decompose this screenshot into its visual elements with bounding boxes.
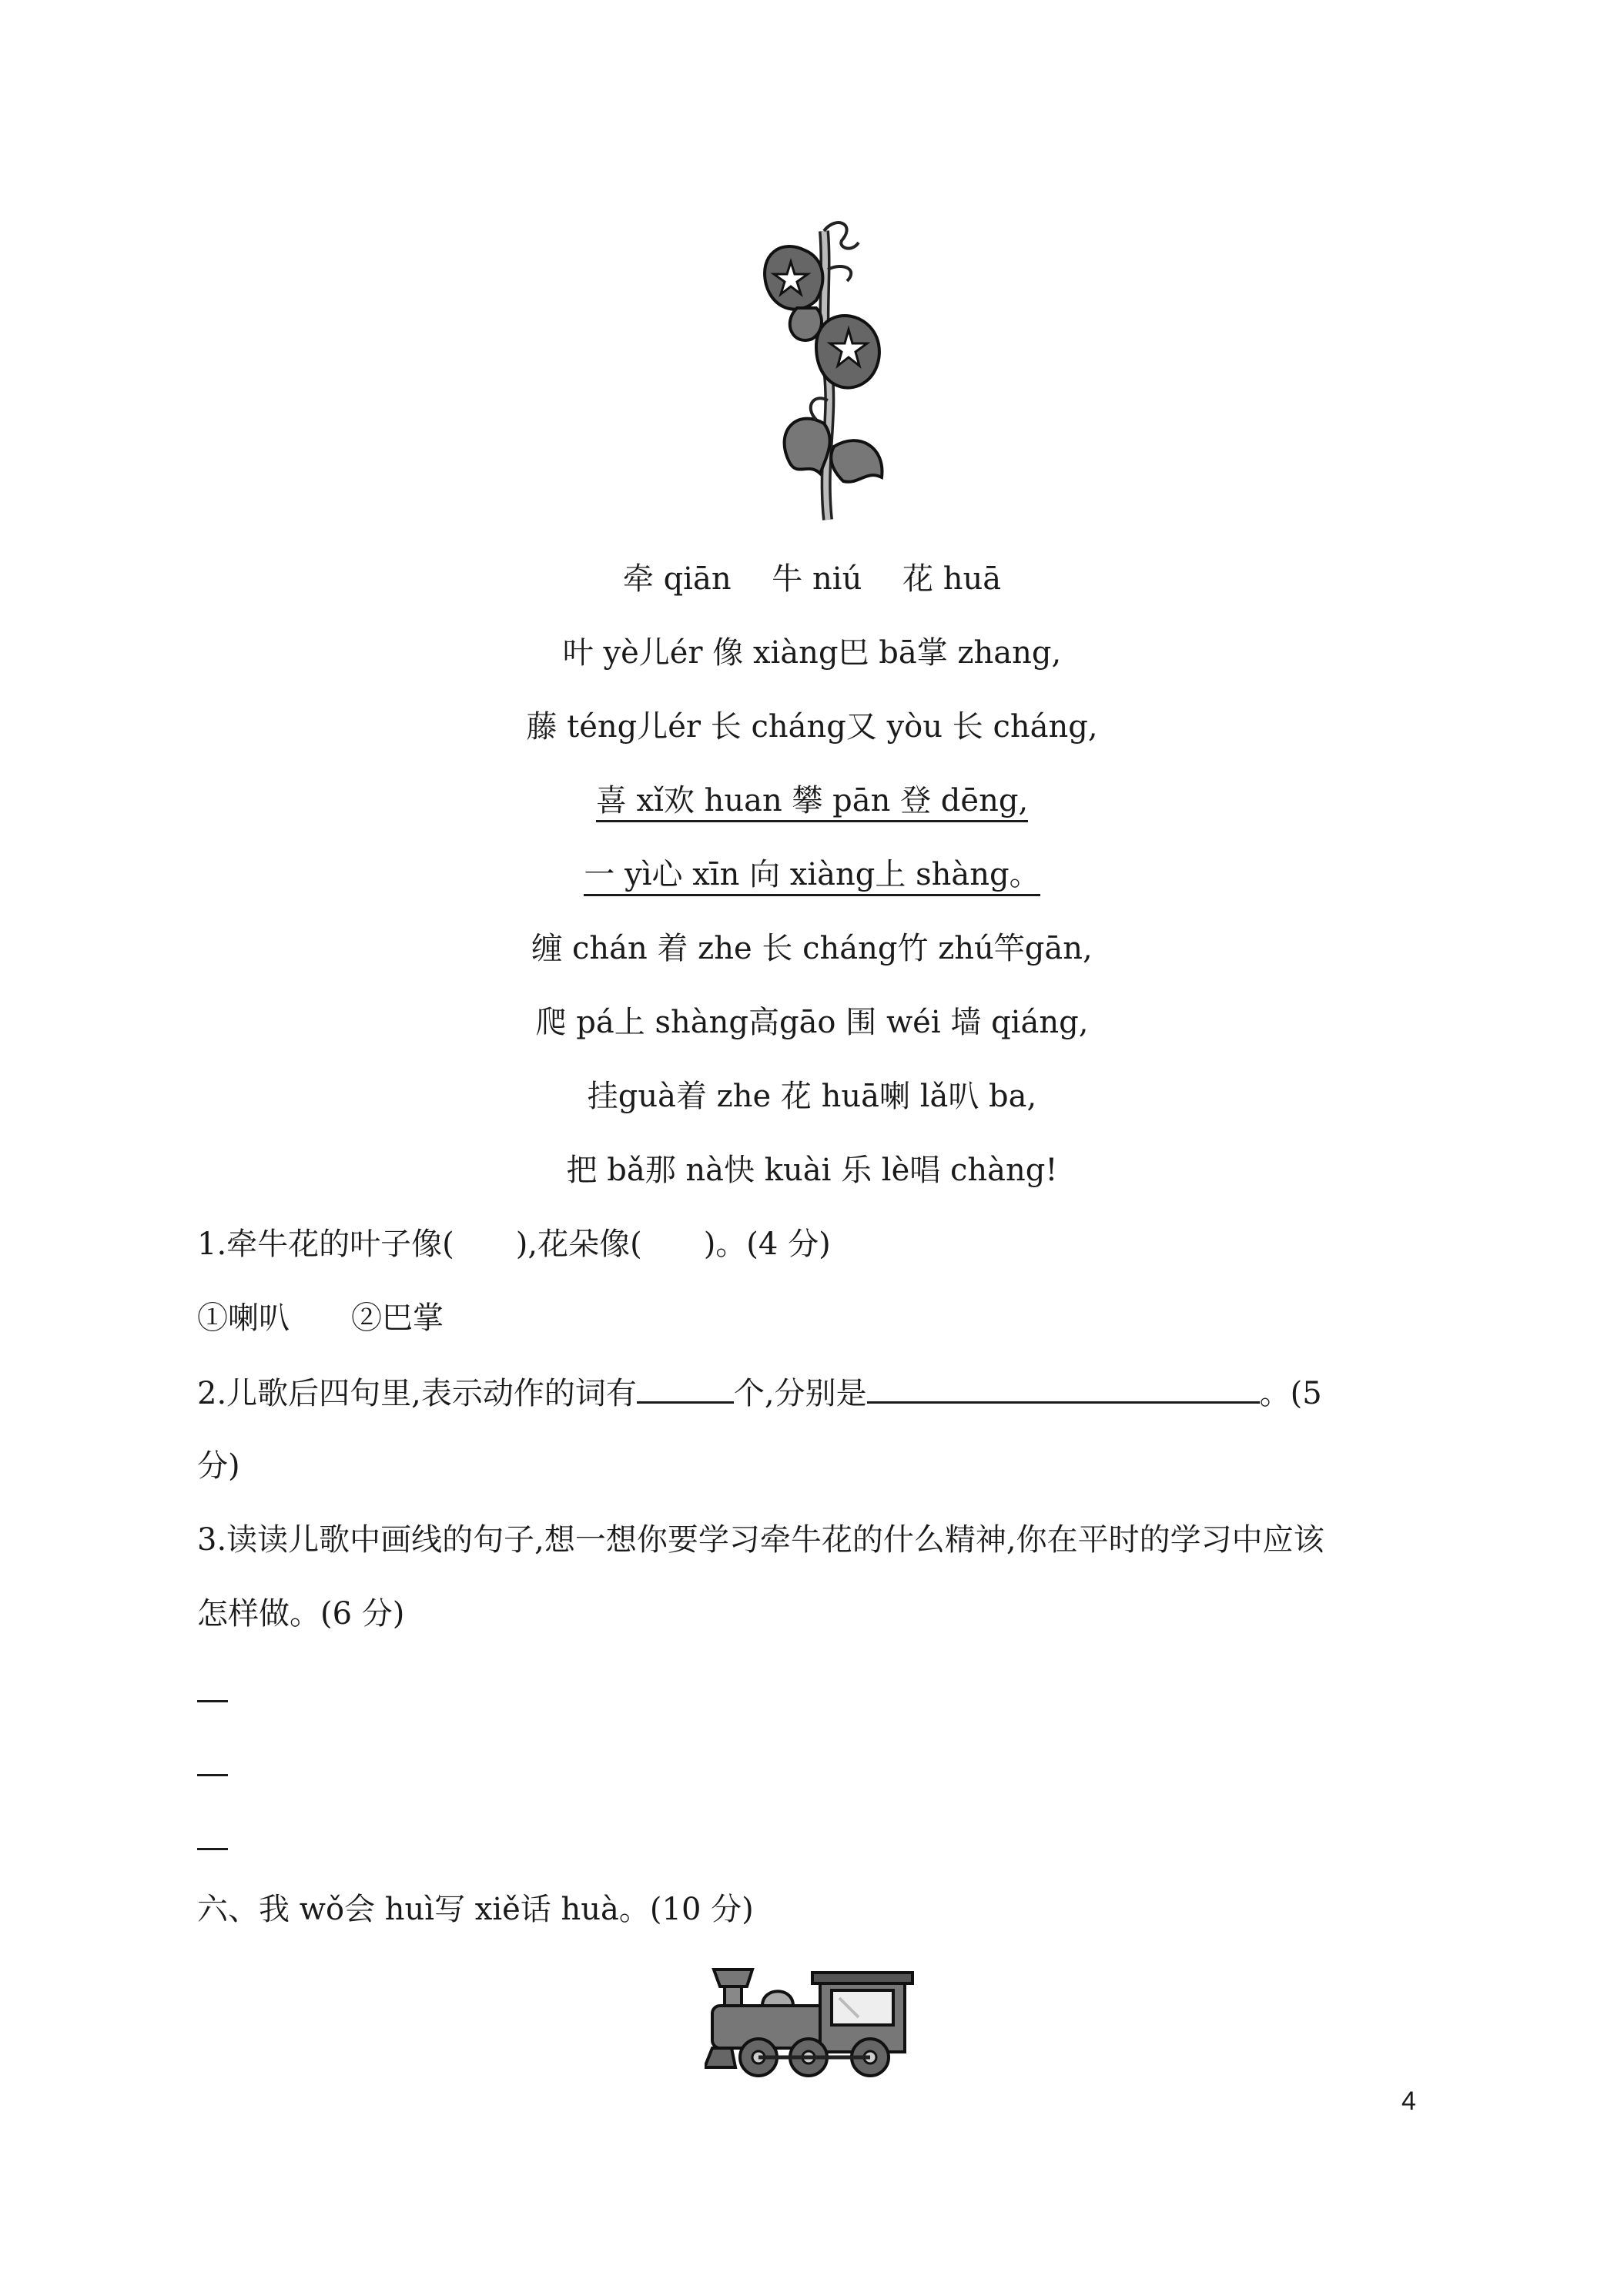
question-3-line1: 3.读读儿歌中画线的句子,想一想你要学习牵牛花的什么精神,你在平时的学习中应该	[197, 1522, 1324, 1558]
poem-title: 牵 qiān 牛 niú 花 huā	[622, 561, 1002, 597]
question-3-line2: 怎样做。(6 分)	[197, 1596, 405, 1632]
poem-line-2: 藤 téng儿ér 长 cháng又 yòu 长 cháng,	[526, 709, 1098, 745]
answer-blank-words[interactable]	[867, 1371, 1260, 1404]
train-icon	[705, 1956, 936, 2087]
question-2	[197, 1371, 1322, 1415]
question-2-part1: 2.儿歌后四句里,表示动作的词有	[197, 1376, 637, 1411]
question-1-options: ①喇叭 ②巴掌	[197, 1300, 444, 1336]
answer-line-3[interactable]	[197, 1848, 228, 1850]
poem-line-1: 叶 yè儿ér 像 xiàng巴 bā掌 zhang,	[562, 635, 1062, 671]
question-2-line2: 分)	[197, 1448, 240, 1484]
underlined-sentence-1: 喜 xǐ欢 huan 攀 pān 登 dēng,	[596, 783, 1028, 822]
question-1: 1.牵牛花的叶子像( ),花朵像( )。(4 分)	[197, 1227, 831, 1262]
page-number: 4	[1401, 2087, 1416, 2116]
underlined-sentence-2: 一 yì心 xīn 向 xiàng上 shàng。	[584, 857, 1040, 896]
poem-line-3	[0, 779, 1624, 822]
poem-line-8: 把 bǎ那 nà快 kuài 乐 lè唱 chàng!	[566, 1153, 1058, 1188]
poem-line-6: 爬 pá上 shàng高gāo 围 wéi 墙 qiáng,	[535, 1005, 1089, 1040]
answer-line-1[interactable]	[197, 1700, 228, 1702]
poem-line-5: 缠 chán 着 zhe 长 cháng竹 zhú竿gān,	[531, 931, 1093, 966]
morning-glory-icon	[751, 216, 889, 524]
question-2-part2: 个,分别是	[733, 1376, 867, 1411]
poem-line-7: 挂guà着 zhe 花 huā喇 lǎ叭 ba,	[587, 1079, 1037, 1114]
section-6-title: 六、我 wǒ会 huì写 xiě话 huà。(10 分)	[197, 1892, 754, 1927]
question-2-part3: 。(5	[1259, 1376, 1322, 1411]
answer-line-2[interactable]	[197, 1774, 228, 1776]
answer-blank-count[interactable]	[637, 1371, 734, 1404]
poem-line-4	[0, 853, 1624, 896]
